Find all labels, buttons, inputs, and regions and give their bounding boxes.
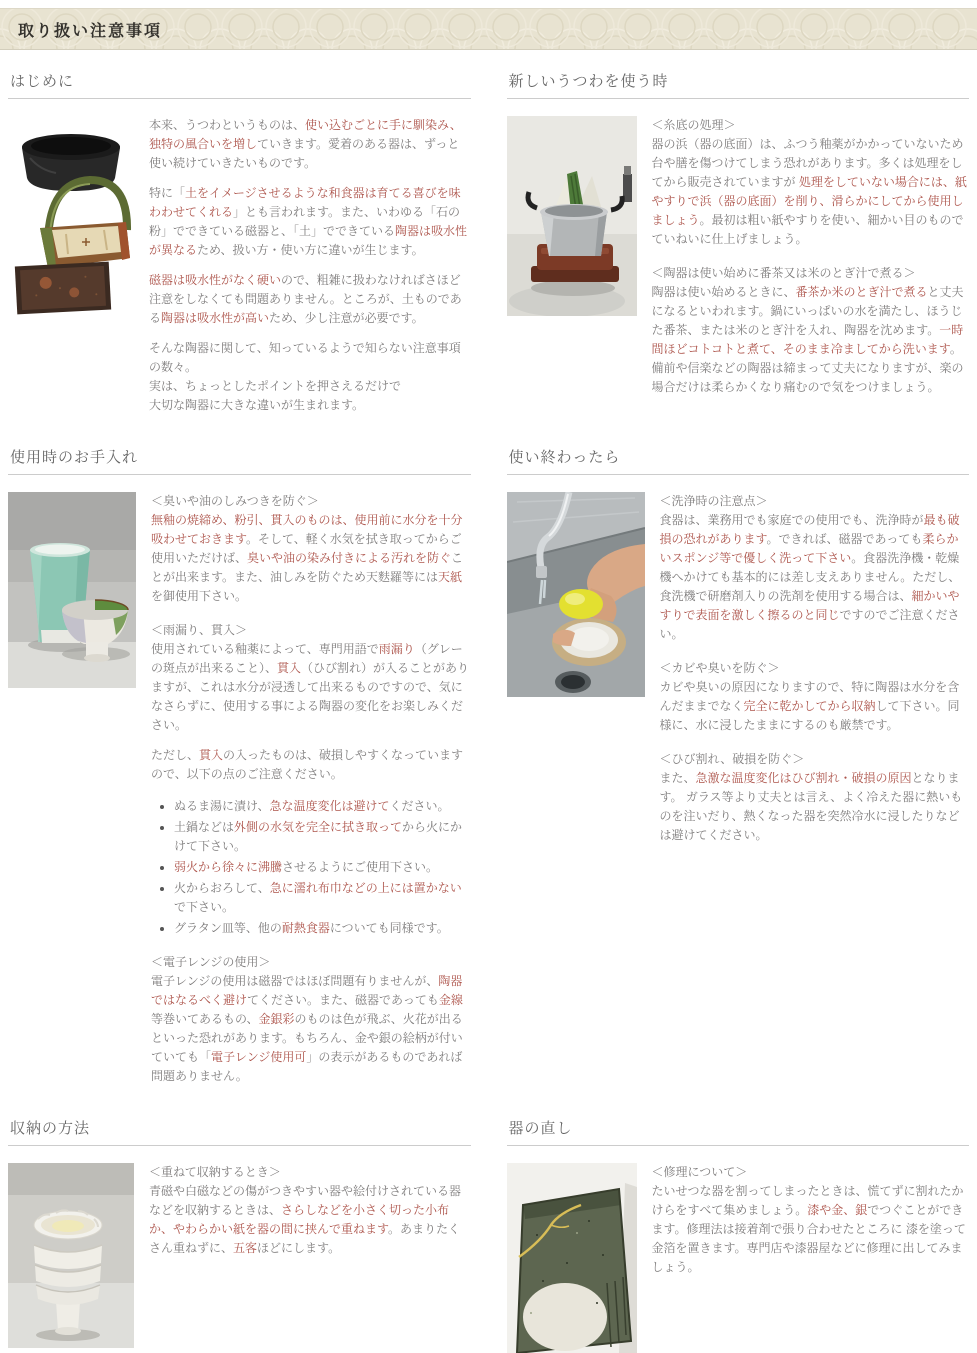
paragraph: 器の浜（器の底面）は、ふつう釉薬がかかっていないため 台や膳を傷つけてしまう恐れがあります。多くは処理をしてから販売されていますが 処理をしていない場合には、紙やすりで浜（器の底面）を削り、滑らかにしてから使用しましょう。最初は粗い紙やすりを使い、細かい目のものでていねいに仕上げましょう。 [651,137,967,246]
pottery-collection-photo [8,116,134,321]
section-intro [8,56,471,426]
caution-item: • 火からおろして、急に濡れ布巾などの上には置かないで下さい。 [174,879,471,917]
subheading: ＜臭いや油のしみつきを防ぐ＞ [151,494,319,508]
section-intro-title: はじめに [10,73,75,90]
section-storage-text [149,1163,471,1269]
paragraph: 本来、うつわというものは、使い込むごとに手に馴染み、独特の風合いを増していきます。愛着のある器は、ずっと使い続けていきたいものです。 [149,118,462,170]
section-care-body [8,492,471,1097]
stacked-white-cups-photo [8,1163,134,1348]
section-new-vessel [507,56,970,426]
subheading: ＜重ねて収納するとき＞ [149,1165,281,1179]
paragraph: 特に「土をイメージさせるような和食器は育てる喜びを味わわせてくれる」とも言われます。また、いわゆる「石の粉」でできている磁器と、「土」でできている陶器は吸水性が異なるため、扱い方・使い方に違いが生じます。 [149,186,468,257]
subheading: ＜電子レンジの使用＞ [151,955,271,969]
section-repair-body [507,1163,970,1353]
section-repair-title: 器の直し [508,1120,573,1137]
section-divider [507,1145,970,1146]
section-divider [8,474,471,475]
subheading: ＜洗浄時の注意点＞ [659,494,768,508]
paragraph: ただし、貫入の入ったものは、破損しやすくなっていますので、以下の点のご注意ください。 [151,748,464,781]
section-care-title: 使用時のお手入れ [10,449,139,466]
section-after-use [507,432,970,1097]
section-new-vessel-body [507,116,970,408]
section-divider [8,98,471,99]
washing-dish-with-sponge-photo [507,492,645,697]
subheading: ＜糸底の処理＞ [651,118,736,132]
subheading: ＜修理について＞ [651,1165,748,1179]
paragraph: そんな陶器に関して、知っているようで知らない注意事項の数々。 実は、ちょっとしたポイントを押さえるだけで 大切な陶器に大きな違いが生まれます。 [149,341,461,412]
caution-item: • 弱火から徐々に沸騰させるようにご使用下さい。 [174,858,471,877]
paragraph: 食器は、業務用でも家庭での使用でも、洗浄時が最も破損の恐れがあります。できれば、磁器であっても柔らかいスポンジ等で優しく洗って下さい。食器洗浄機・乾燥機へかけても基本的には差し支えありません。ただし、食洗機で研磨剤入りの洗剤を使用する場合は、細かいやすりで表面を激しく擦るのと同じですのでご注意ください。 [659,513,961,641]
paragraph: また、急激な温度変化はひび割れ・破損の原因となります。 ガラス等より丈夫とは言え、よく冷えた器に熱いものを注いだり、熱くなった器を突然冷水に浸したりなどは避けてください。 [659,771,963,842]
paragraph: カビや臭いの原因になりますので、特に陶器は水分を含んだままでなく完全に乾かしてから収納して下さい。同様に、水に浸したままにするのも厳禁です。 [659,680,960,732]
subheading: ＜ひび割れ、破損を防ぐ＞ [659,752,805,766]
paragraph: 無釉の焼締め、粉引、貫入のものは、使用前に水分を十分吸わせておきます。そして、軽く水気を拭き取ってからご使用いただけば、臭いや油の染み付きによる汚れを防ぐことが出来ます。また、油しみを防ぐため天麩羅等には天紙を御使用下さい。 [151,513,464,603]
section-intro-body [8,116,471,426]
section-divider [507,98,970,99]
content-grid [0,50,977,1353]
section-care [8,432,471,1097]
paragraph: 陶器は使い始めるときに、番茶か米のとぎ汁で煮ると丈夫になるといわれます。鍋にいっぱいの水を満たし、ほうじた番茶、または米のとぎ汁を入れ、陶器を沈めます。一時間ほどコトコトと煮て、そのまま冷ましてから洗います。備前や信楽などの陶器は締まって丈夫になりますが、楽の場合だけは柔らかくなり痛むので気をつけましょう。 [651,285,964,394]
caution-item: • ぬるま湯に漬け、急な温度変化は避けてください。 [174,797,471,816]
caution-list [151,797,471,938]
section-intro-text [149,116,471,426]
section-repair-text [652,1163,970,1288]
kintsugi-repaired-plate-photo [507,1163,637,1353]
section-divider [507,474,970,475]
subheading: ＜カビや臭いを防ぐ＞ [659,661,780,675]
section-new-vessel-title: 新しいうつわを使う時 [508,73,669,90]
caution-item: • グラタン皿等、他の耐熱食器についても同様です。 [174,919,471,938]
section-after-use-title: 使い終わったら [508,449,621,466]
paragraph: 磁器は吸水性がなく硬いので、粗雑に扱わなければさほど注意をしなくても問題ありません。ところが、土ものである陶器は吸水性が高いため、少し注意が必要です。 [149,273,462,325]
paragraph: たいせつな器を割ってしまったときは、慌てずに割れたかけらをすべて集めましょう。漆や金、銀でつぐことができます。修理法は接着剤で張り合わせたところに 漆を塗って金箔を置きます。専門店や漆器屋などに修理に出してみましょう。 [651,1184,966,1274]
section-new-vessel-text [652,116,970,408]
paragraph: 電子レンジの使用は磁器ではほぼ問題有りませんが、陶器ではなるべく避けてください。また、磁器であっても金線等巻いてあるもの、金銀彩のものは色が飛ぶ、火花が出るといった恐れがあります。もちろん、金や銀の絵柄が付いていても「電子レンジ使用可」の表示があるものであれば問題ありません。 [151,974,463,1083]
pot-boiling-on-stove-photo [507,116,637,316]
section-after-use-body [507,492,970,856]
section-storage-body [8,1163,471,1348]
section-storage [8,1103,471,1353]
paragraph: 使用されている釉薬によって、専門用語で雨漏り（グレーの斑点が出来ること）、貫入（ひび割れ）が入ることがありますが、これは水分が浸透して出来るものですので、気になさらずに、使用する事による陶器の変化をお楽しみください。 [151,642,470,732]
subheading: ＜陶器は使い始めに番茶又は米のとぎ汁で煮る＞ [651,266,916,280]
section-repair [507,1103,970,1353]
caution-item: • 土鍋などは外側の水気を完全に拭き取ってから火にかけて下さい。 [174,818,471,856]
section-divider [8,1145,471,1146]
page-title: 取り扱い注意事項 [18,23,163,40]
teal-cup-and-bowl-photo [8,492,136,688]
paragraph: 青磁や白磁などの傷がつきやすい器や絵付けされている器などを収納するときは、さらしなどを小さく切った小布か、やわらかい紙を器の間に挟んで重ねます。あまりたくさん重ねずに、五客ほどにします。 [149,1184,462,1255]
section-storage-title: 収納の方法 [10,1120,91,1137]
section-care-text [151,492,471,1097]
subheading: ＜雨漏り、貫入＞ [151,623,248,637]
page-header [0,8,977,50]
section-after-use-text [660,492,970,856]
